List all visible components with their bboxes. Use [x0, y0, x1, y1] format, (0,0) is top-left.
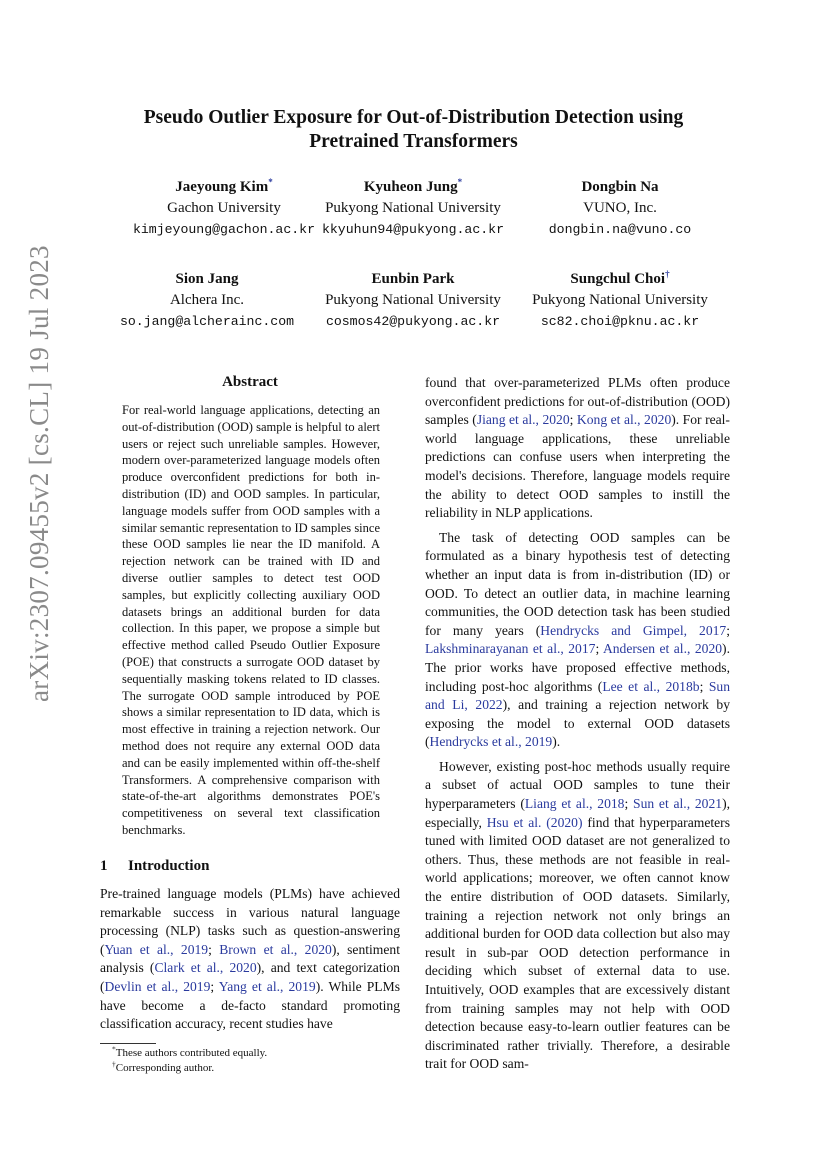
citation-link[interactable]: Kong et al., 2020 — [576, 412, 672, 428]
text-span: ; — [208, 941, 220, 957]
author-affiliation: Pukyong National University — [325, 200, 501, 216]
author-email[interactable]: kkyuhun94@pukyong.ac.kr — [321, 222, 505, 237]
abstract-text: For real-world language applications, detecting an out-of-distribution (OOD) sample is helpful to alert users or reject such unreliable samples. However, modern over-parameterized language models often produce overconfident predictions for both in-distribution (ID) and OOD samples. In particular, language models suffer from OOD samples with a similar semantic representation to ID samples since these OOD samples lie near the ID manifold. A rejection network can be trained with ID and diverse outlier samples to detect test OOD samples, but explicitly collecting auxiliary OOD datasets brings an additional burden for data collection. In this paper, we propose a simple but effective method called Pseudo Outlier Exposure (POE) that constructs a surrogate OOD dataset by sequentially masking tokens related to ID classes. The surrogate OOD sample introduced by POE shows a similar representation to ID data, which is most effective in training a rejection network. Our method does not require any external OOD data and can be easily implemented within off-the-shelf Transformers. A comprehensive comparison with state-of-the-art algorithms demonstrates POE's competitiveness on several text classification benchmarks. — [122, 403, 380, 837]
text-span: ). For real-world language applications, these unreliable predictions can confuse users when interpreting the model's decisions. Therefore, language models require the ability to detect OOD samples to instill the reliability in NLP applications. — [425, 412, 730, 521]
text-span: ). While PLMs have become a de-facto standard promoting classification accuracy, recent studies have — [100, 978, 400, 1032]
text-span: ), and training a rejection network by exposing the model to external OOD datasets ( — [425, 697, 731, 750]
citation-link[interactable]: Brown et al., 2020 — [219, 941, 332, 957]
footnotes — [100, 1046, 400, 1075]
body-paragraph — [425, 758, 730, 1074]
citation-link[interactable]: Hsu et al. (2020) — [486, 814, 583, 830]
citation-link[interactable]: Sun and Li, 2022 — [425, 678, 730, 713]
body-paragraph — [425, 374, 730, 523]
citation-link[interactable]: Jiang et al., 2020 — [476, 412, 570, 428]
footnote-divider — [100, 1043, 156, 1044]
author-block — [298, 177, 528, 240]
author-block — [92, 269, 322, 332]
text-span: Pre-trained language models (PLMs) have achieved remarkable success in various natural language processing (NLP) tasks such as question-answering ( — [100, 886, 400, 957]
citation-link[interactable]: Hendrycks and Gimpel, 2017 — [540, 622, 727, 638]
title-line-1: Pseudo Outlier Exposure for Out-of-Distribution Detection using — [143, 107, 684, 128]
citation-link[interactable]: Clark et al., 2020 — [154, 960, 257, 976]
author-email[interactable]: so.jang@alcherainc.com — [119, 314, 295, 329]
section-heading — [100, 858, 209, 875]
section-number: 1 — [100, 858, 108, 874]
text-span: The task of detecting OOD samples can be formulated as a binary hypothesis test of detecting whether an input data is from in-distribution (ID) or OOD. To detect an outlier data, in machine learning communities, the OOD detection task has been studied for many years ( — [425, 529, 730, 638]
author-name: Kyuheon Jung* — [363, 177, 463, 195]
citation-link[interactable]: Andersen et al., 2020 — [602, 641, 723, 657]
author-block — [505, 269, 735, 332]
text-span: ; — [569, 412, 577, 428]
author-name: Sion Jang — [175, 271, 239, 287]
author-affiliation: VUNO, Inc. — [583, 200, 657, 216]
author-block — [505, 177, 735, 240]
text-span: ), especially, — [425, 796, 730, 830]
citation-link[interactable]: Hendrycks et al., 2019 — [429, 734, 553, 750]
author-name: Dongbin Na — [581, 179, 659, 195]
text-span: ; — [726, 622, 730, 638]
citation-link[interactable]: Lakshminarayanan et al., 2017 — [425, 641, 596, 657]
citation-link[interactable]: Devlin et al., 2019 — [104, 978, 211, 994]
author-affiliation: Gachon University — [167, 200, 281, 216]
text-span: ), and text categorization ( — [100, 960, 400, 994]
text-span: ). — [552, 734, 561, 750]
footnote: *These authors contributed equally. — [112, 1044, 268, 1059]
author-email[interactable]: kimjeyoung@gachon.ac.kr — [132, 222, 316, 237]
body-paragraph — [425, 529, 730, 752]
author-name: Sungchul Choi† — [570, 269, 670, 287]
text-span: ; — [624, 796, 634, 812]
text-span: ; — [210, 978, 219, 994]
author-affiliation: Pukyong National University — [325, 292, 501, 308]
citation-link[interactable]: Sun et al., 2021 — [633, 796, 723, 812]
arxiv-identifier: arXiv:2307.09455v2 [cs.CL] 19 Jul 2023 — [24, 245, 54, 702]
text-span: However, existing post-hoc methods usually require a subset of actual OOD samples to tune their hyperparameters ( — [425, 758, 730, 812]
section-title: Introduction — [128, 858, 210, 874]
text-span: ; — [699, 678, 709, 694]
footnote: †Corresponding author. — [112, 1058, 215, 1074]
author-email[interactable]: cosmos42@pukyong.ac.kr — [325, 314, 501, 329]
title-line-2: Pretrained Transformers — [309, 131, 518, 152]
citation-link[interactable]: Yang et al., 2019 — [218, 978, 316, 994]
paper-title — [95, 106, 732, 154]
author-email[interactable]: dongbin.na@vuno.co — [548, 222, 692, 237]
citation-link[interactable]: Yuan et al., 2019 — [104, 941, 209, 957]
text-span: found that over-parameterized PLMs often produce overconfident predictions for out-of-distribution (OOD) samples ( — [425, 375, 730, 428]
text-span: ; — [595, 641, 603, 657]
text-span: find that hyperparameters tuned with limited OOD dataset are not generalized to others. Thus, these methods are not feasible in real-world applications; moreover, we often cannot know the entire distribution of OOD datasets. Similarly, training a rejection network not only brings an additional burden for OOD data collection but also may result in sub-par OOD detection performance in deciding which subset of external data to use. Intuitively, OOD examples that are excessively distant from training samples may not help with OOD detection because easy-to-learn outlier features can be discriminated rather trivially. Therefore, a desirable trait for OOD sam- — [425, 814, 730, 1072]
author-name: Eunbin Park — [371, 271, 455, 287]
author-affiliation: Pukyong National University — [532, 292, 708, 308]
abstract-heading: Abstract — [222, 374, 278, 390]
citation-link[interactable]: Liang et al., 2018 — [524, 796, 625, 812]
intro-paragraph — [100, 885, 400, 1034]
right-column — [425, 374, 730, 1074]
author-block — [298, 269, 528, 332]
author-name: Jaeyoung Kim* — [175, 177, 273, 195]
text-span: ). The prior works have proposed effective methods, including post-hoc algorithms ( — [425, 641, 730, 694]
citation-link[interactable]: Lee et al., 2018b — [602, 678, 700, 694]
author-affiliation: Alchera Inc. — [169, 292, 245, 308]
author-email[interactable]: sc82.choi@pknu.ac.kr — [540, 314, 700, 329]
text-span: ), sentiment analysis ( — [100, 941, 400, 976]
